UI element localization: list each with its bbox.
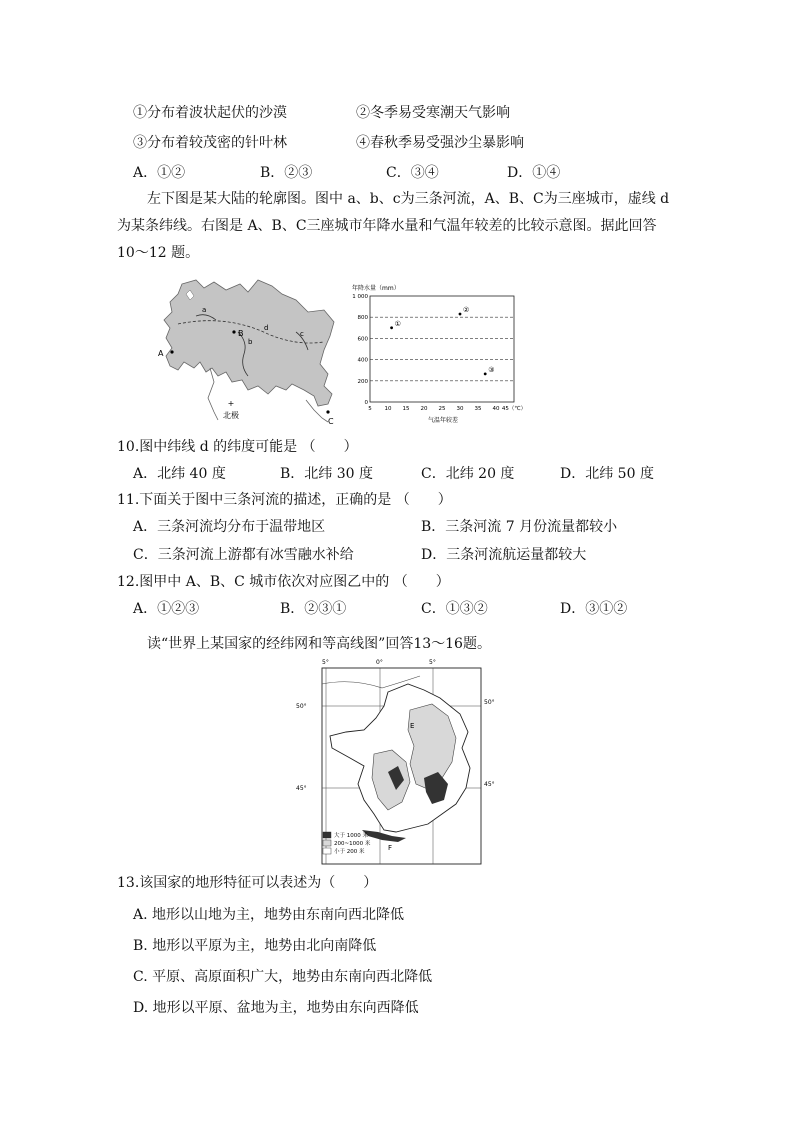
intro1-line3: 10～12 题。 xyxy=(117,245,200,261)
q11-option-c[interactable]: C．三条河流上游都有冰雪融水补给 xyxy=(133,547,354,563)
lon-label-e5: 5° xyxy=(429,659,436,666)
peninsula-outline xyxy=(208,368,218,420)
chart-ytick-label: 200 xyxy=(357,378,368,385)
lat-label-45-right: 45° xyxy=(484,781,495,788)
chart-xtick-label: 20 xyxy=(420,406,428,412)
label-river-a: a xyxy=(202,306,207,314)
statement-4: ④春秋季易受强沙尘暴影响 xyxy=(356,135,524,151)
chart-ytick-label: 600 xyxy=(357,336,368,343)
chart-plot-frame xyxy=(370,296,514,402)
q10-option-d[interactable]: D．北纬 50 度 xyxy=(560,466,654,482)
label-city-c: C xyxy=(328,417,334,426)
precip-temp-chart xyxy=(352,282,544,426)
label-north-pole: 北极 xyxy=(223,411,239,420)
city-b-marker xyxy=(232,330,235,333)
q11-stem: 11.下面关于图中三条河流的描述，正确的是 （ ） xyxy=(117,492,452,508)
label-city-b: B xyxy=(238,329,244,338)
legend-label-high: 大于 1000 米 xyxy=(334,833,368,839)
q12-option-a[interactable]: A．①②③ xyxy=(133,601,200,617)
lat-label-50-right: 50° xyxy=(484,699,495,706)
prev-option-d[interactable]: D．①④ xyxy=(507,165,561,181)
chart-point-label: ③ xyxy=(488,365,495,374)
prev-option-a[interactable]: A．①② xyxy=(133,165,186,181)
city-c-marker xyxy=(326,410,329,413)
chart-xtick-label: 10 xyxy=(384,406,392,412)
q12-option-b[interactable]: B．②③① xyxy=(280,601,347,617)
q13-stem: 13.该国家的地形特征可以表述为（ ） xyxy=(117,875,378,891)
continent-map xyxy=(156,272,346,430)
chart-xtick-label: 15 xyxy=(402,406,410,412)
label-river-c: c xyxy=(300,330,304,338)
statement-2: ②冬季易受寒潮天气影响 xyxy=(356,105,510,121)
legend-swatch-low xyxy=(323,848,331,854)
chart-xtick-label: 30 xyxy=(456,406,464,412)
label-latitude-d: d xyxy=(264,324,269,332)
intro1-line2: 为某条纬线。右图是 A、B、C三座城市年降水量和气温年较差的比较示意图。据此回答 xyxy=(117,218,657,234)
q12-stem: 12.图甲中 A、B、C 城市依次对应图乙中的 （ ） xyxy=(117,574,450,590)
q11-option-b[interactable]: B．三条河流 7 月份流量都较小 xyxy=(421,519,618,535)
chart-ytick-label: 800 xyxy=(357,315,368,322)
label-e: E xyxy=(410,722,415,730)
q11-option-a[interactable]: A．三条河流均分布于温带地区 xyxy=(133,519,326,535)
intro2-text: 读“世界上某国家的经纬网和等高线图”回答13～16题。 xyxy=(147,636,491,652)
label-f: F xyxy=(388,844,393,852)
chart-point-label: ① xyxy=(394,319,401,328)
statement-3: ③分布着较茂密的针叶林 xyxy=(133,135,287,151)
q13-option-b[interactable]: B. 地形以平原为主，地势由北向南降低 xyxy=(133,938,377,954)
statement-1: ①分布着波状起伏的沙漠 xyxy=(133,105,287,121)
chart-xtick-label: 25 xyxy=(438,406,446,412)
chart-xtick-label: 5 xyxy=(368,406,372,412)
q13-option-d[interactable]: D. 地形以平原、盆地为主，地势由东向西降低 xyxy=(133,1000,419,1016)
legend-swatch-high xyxy=(323,832,331,838)
chart-ytick-label: 0 xyxy=(364,400,368,406)
q12-option-c[interactable]: C．①③② xyxy=(421,601,488,617)
contour-map xyxy=(292,654,504,868)
lat-label-45-left: 45° xyxy=(296,785,307,792)
pole-plus-marker: + xyxy=(227,399,235,408)
chart-point xyxy=(390,326,393,329)
q10-option-c[interactable]: C．北纬 20 度 xyxy=(421,466,515,482)
q13-option-c[interactable]: C. 平原、高原面积广大，地势由东南向西北降低 xyxy=(133,969,433,985)
q13-option-a[interactable]: A. 地形以山地为主，地势由东南向西北降低 xyxy=(133,907,405,923)
q10-option-a[interactable]: A．北纬 40 度 xyxy=(133,466,226,482)
q10-option-b[interactable]: B．北纬 30 度 xyxy=(280,466,374,482)
label-river-b: b xyxy=(248,338,253,346)
chart-point-label: ② xyxy=(463,306,470,315)
prev-option-c[interactable]: C．③④ xyxy=(386,165,439,181)
chart-xlabel: 气温年较差 xyxy=(428,417,459,424)
intro1-line1: 左下图是某大陆的轮廓图。图中 a、b、c为三条河流，A、B、C为三座城市，虚线 d xyxy=(147,191,670,207)
chart-xtick-label: 35 xyxy=(474,406,482,412)
chart-xtick-label: 40 xyxy=(492,406,500,412)
chart-ylabel: 年降水量（mm） xyxy=(352,285,400,292)
lat-label-50-left: 50° xyxy=(296,703,307,710)
chart-point xyxy=(459,313,462,316)
chart-xtick-label: 45（℃） xyxy=(501,406,527,412)
legend-label-mid: 200~1000 米 xyxy=(334,841,371,847)
label-city-a: A xyxy=(158,349,164,358)
lon-label-0: 0° xyxy=(376,659,383,666)
city-a-marker xyxy=(170,350,173,353)
lon-label-w5: 5° xyxy=(322,659,329,666)
prev-option-b[interactable]: B．②③ xyxy=(260,165,313,181)
legend-swatch-mid xyxy=(323,840,331,846)
chart-ytick-label: 1 000 xyxy=(352,294,368,300)
q11-option-d[interactable]: D．三条河流航运量都较大 xyxy=(421,547,587,563)
chart-point xyxy=(484,373,487,376)
q10-stem: 10.图中纬线 d 的纬度可能是 （ ） xyxy=(117,439,358,455)
q12-option-d[interactable]: D．③①② xyxy=(560,601,628,617)
legend-label-low: 小于 200 米 xyxy=(334,849,365,855)
chart-ytick-label: 400 xyxy=(357,357,368,364)
